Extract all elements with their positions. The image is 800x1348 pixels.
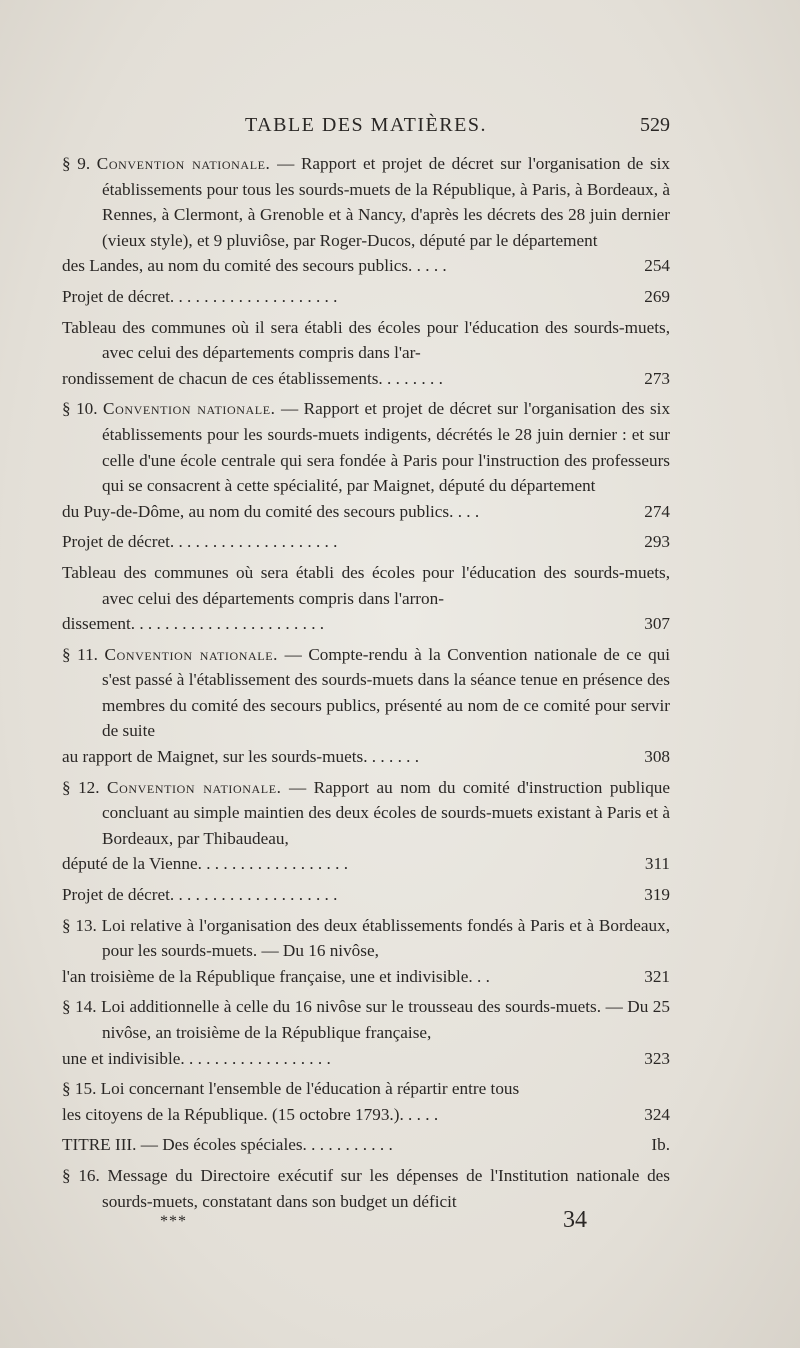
page-header: [62, 110, 670, 150]
toc-entry: [62, 994, 670, 1071]
sheet-number: 34: [563, 1207, 587, 1233]
section-source: Convention nationale.: [107, 777, 282, 797]
section-number: § 11.: [62, 644, 98, 664]
toc-entry: [62, 642, 670, 770]
entry-text: — Rapport et projet de décret sur l'organisation des six établissements pour les sourds-muets indigents, décrétés le 28 juin dernier : et sur celle d'une école centrale qui sera fondée à Paris pour l'instruction des professeurs qui se consacrent à cette spécialité, par Maignet, député du département: [102, 399, 671, 496]
entry-leader-line: au rapport de Maignet, sur les sourds-muets. . . . . . .: [62, 747, 420, 767]
entry-page-ref: 308: [644, 747, 670, 767]
entry-leader-line: des Landes, au nom du comité des secours publics. . . . .: [62, 256, 447, 276]
entry-page-ref: 321: [644, 966, 670, 986]
entry-page-ref: 319: [644, 885, 670, 905]
toc-entry: [62, 882, 670, 908]
section-number: § 12.: [62, 777, 100, 797]
entry-text: — Rapport et projet de décret sur l'organisation de six établissements pour tous les sourds-muets de la République, à Paris, à Bordeaux, à Rennes, à Clermont, à Grenoble et à Nancy, d'après les décrets des 28 juin dernier (vieux style), et 9 pluviôse, par Roger-Ducos, député par le département: [102, 154, 671, 250]
entry-leader-line: dissement. . . . . . . . . . . . . . . . . . . . . . .: [62, 614, 325, 634]
entry-text: Loi additionnelle à celle du 16 nivôse sur le trousseau des sourds-muets. — Du 25 nivôse, an troisième de la République française,: [101, 997, 670, 1042]
entry-leader-line: TITRE III. — Des écoles spéciales. . . . . . . . . . .: [62, 1135, 393, 1155]
entry-leader-line: Projet de décret. . . . . . . . . . . . . . . . . . . .: [62, 885, 338, 905]
section-number: § 15.: [62, 1079, 97, 1099]
toc-entry: [62, 1132, 670, 1158]
section-number: § 16.: [62, 1165, 100, 1185]
entry-text: — Compte-rendu à la Convention nationale de ce qui s'est passé à l'établissement des sourds-muets dans la séance tenue en présence des membres du comité des secours publics, présenté au nom de ce comité pour servir de suite: [102, 644, 671, 741]
entry-page-ref: 307: [644, 614, 670, 634]
toc-entry: [62, 913, 670, 990]
toc-entry: [62, 315, 670, 392]
toc-entry: [62, 151, 670, 279]
entry-page-ref: 254: [644, 256, 670, 276]
entry-leader-line: du Puy-de-Dôme, au nom du comité des secours publics. . . .: [62, 501, 480, 521]
entry-page-ref: Ib.: [651, 1135, 670, 1155]
entry-text: Tableau des communes où il sera établi des écoles pour l'éducation des sourds-muets, avec celui des départements compris dans l'ar-: [62, 317, 670, 363]
entry-page-ref: 273: [644, 368, 670, 388]
section-number: § 14.: [62, 997, 97, 1017]
toc-entry: [62, 1076, 670, 1127]
section-number: § 10.: [62, 399, 98, 419]
toc-entry: [62, 560, 670, 637]
entry-leader-line: rondissement de chacun de ces établissements. . . . . . . .: [62, 368, 443, 388]
section-source: Convention nationale.: [103, 399, 276, 419]
entry-page-ref: 269: [644, 286, 670, 306]
toc-entry: [62, 396, 670, 524]
entry-page-ref: 311: [644, 854, 670, 874]
entry-leader-line: député de la Vienne. . . . . . . . . . . . . . . . . .: [62, 854, 349, 874]
entry-page-ref: 293: [644, 532, 670, 552]
section-source: Convention nationale.: [104, 644, 279, 664]
toc-entry: [62, 284, 670, 310]
page-number: 529: [640, 114, 670, 136]
table-of-contents: [62, 151, 670, 1214]
entry-text: Message du Directoire exécutif sur les dépenses de l'Institution nationale des sourds-muets, constatant dans son budget un déficit: [102, 1165, 670, 1211]
entry-text: Tableau des communes où sera établi des écoles pour l'éducation des sourds-muets, avec celui des départements compris dans l'arron-: [62, 562, 670, 608]
entry-leader-line: Projet de décret. . . . . . . . . . . . . . . . . . . .: [62, 286, 338, 306]
entry-leader-line: une et indivisible. . . . . . . . . . . . . . . . . .: [62, 1048, 331, 1068]
entry-page-ref: 323: [644, 1048, 670, 1068]
entry-leader-line: Projet de décret. . . . . . . . . . . . . . . . . . . .: [62, 532, 338, 552]
entry-leader-line: l'an troisième de la République française, une et indivisible. . .: [62, 966, 490, 986]
entry-text: Loi relative à l'organisation des deux établissements fondés à Paris et à Bordeaux, pour les sourds-muets. — Du 16 nivôse,: [101, 915, 671, 961]
entry-page-ref: 324: [644, 1104, 670, 1124]
running-title: TABLE DES MATIÈRES.: [245, 114, 487, 136]
section-source: Convention nationale.: [96, 154, 271, 173]
toc-entry: [62, 529, 670, 555]
entry-text: — Rapport au nom du comité d'instruction publique concluant au simple maintien des deux écoles de sourds-muets existant à Paris et à Bordeaux, par Thibaudeau,: [102, 777, 671, 848]
entry-leader-line: les citoyens de la République. (15 octobre 1793.). . . . .: [62, 1104, 439, 1124]
section-number: § 13.: [62, 915, 97, 935]
signature-mark: ***: [160, 1213, 187, 1230]
entry-page-ref: 274: [644, 501, 670, 521]
section-number: § 9.: [62, 154, 91, 173]
toc-entry: [62, 775, 670, 877]
entry-text: Loi concernant l'ensemble de l'éducation à répartir entre tous: [100, 1079, 520, 1099]
